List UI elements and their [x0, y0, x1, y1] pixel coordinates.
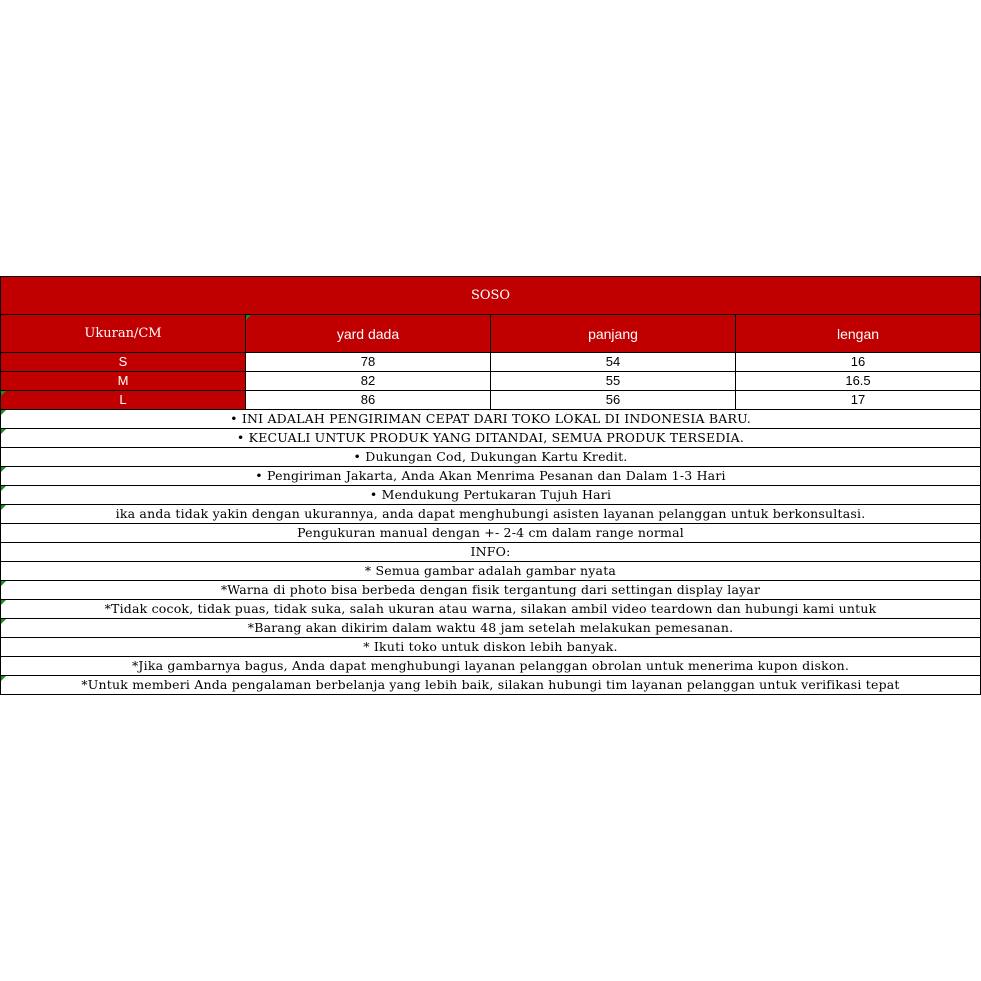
size-label: M [1, 372, 246, 391]
info-text: • Pengiriman Jakarta, Anda Akan Menrima Pesanan dan Dalam 1-3 Hari [1, 467, 981, 486]
info-row [1, 543, 981, 562]
info-row [1, 638, 981, 657]
info-row [1, 600, 981, 619]
info-text: • Mendukung Pertukaran Tujuh Hari [1, 486, 981, 505]
size-label: L [1, 391, 246, 410]
info-row [1, 486, 981, 505]
info-row [1, 562, 981, 581]
header-length: panjang [491, 315, 736, 353]
header-size: Ukuran/CM [1, 315, 246, 353]
info-text: *Tidak cocok, tidak puas, tidak suka, salah ukuran atau warna, silakan ambil video teardown dan hubungi kami untuk [1, 600, 981, 619]
info-text: Pengukuran manual dengan +- 2-4 cm dalam range normal [1, 524, 981, 543]
info-text: • KECUALI UNTUK PRODUK YANG DITANDAI, SEMUA PRODUK TERSEDIA. [1, 429, 981, 448]
comment-marker [1, 676, 6, 681]
info-text: * Ikuti toko untuk diskon lebih banyak. [1, 638, 981, 657]
info-row [1, 429, 981, 448]
table-title: SOSO [1, 277, 981, 315]
info-row [1, 676, 981, 695]
info-text: • INI ADALAH PENGIRIMAN CEPAT DARI TOKO LOKAL DI INDONESIA BARU. [1, 410, 981, 429]
table-row [1, 372, 981, 391]
header-sleeve: lengan [736, 315, 981, 353]
header-row [1, 315, 981, 353]
info-row [1, 524, 981, 543]
comment-marker [1, 600, 6, 605]
info-row [1, 505, 981, 524]
comment-marker [1, 619, 6, 624]
chest-value: 86 [246, 391, 491, 410]
comment-marker [1, 581, 6, 586]
length-value: 56 [491, 391, 736, 410]
info-row [1, 410, 981, 429]
length-value: 55 [491, 372, 736, 391]
sleeve-value: 16.5 [736, 372, 981, 391]
info-text: *Warna di photo bisa berbeda dengan fisik tergantung dari settingan display layar [1, 581, 981, 600]
size-chart-table [0, 276, 981, 695]
info-row [1, 448, 981, 467]
info-text: • Dukungan Cod, Dukungan Kartu Kredit. [1, 448, 981, 467]
sleeve-value: 16 [736, 353, 981, 372]
comment-marker [1, 505, 6, 510]
info-text: *Jika gambarnya bagus, Anda dapat menghubungi layanan pelanggan obrolan untuk menerima kupon diskon. [1, 657, 981, 676]
length-value: 54 [491, 353, 736, 372]
table-row [1, 391, 981, 410]
chest-value: 82 [246, 372, 491, 391]
info-text: * Semua gambar adalah gambar nyata [1, 562, 981, 581]
comment-marker [1, 467, 6, 472]
table-row [1, 353, 981, 372]
info-row [1, 581, 981, 600]
info-text: ika anda tidak yakin dengan ukurannya, anda dapat menghubungi asisten layanan pelanggan untuk berkonsultasi. [1, 505, 981, 524]
chest-value: 78 [246, 353, 491, 372]
info-text: *Untuk memberi Anda pengalaman berbelanja yang lebih baik, silakan hubungi tim layanan pelanggan untuk verifikasi tepat [1, 676, 981, 695]
info-text: INFO: [1, 543, 981, 562]
sleeve-value: 17 [736, 391, 981, 410]
comment-marker [1, 410, 6, 415]
comment-marker [246, 315, 251, 320]
comment-marker [1, 429, 6, 434]
header-chest: yard dada [246, 315, 491, 353]
size-label: S [1, 353, 246, 372]
info-row [1, 467, 981, 486]
info-text: *Barang akan dikirim dalam waktu 48 jam setelah melakukan pemesanan. [1, 619, 981, 638]
comment-marker [1, 486, 6, 491]
title-row [1, 277, 981, 315]
info-row [1, 619, 981, 638]
comment-marker [1, 391, 6, 396]
info-row [1, 657, 981, 676]
